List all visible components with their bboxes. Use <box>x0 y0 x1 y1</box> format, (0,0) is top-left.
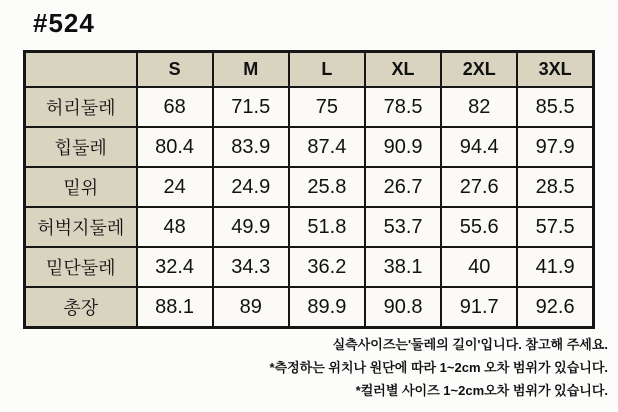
cell-total-3xl: 92.6 <box>517 287 593 328</box>
cell-waist-2xl: 82 <box>441 87 517 127</box>
cell-waist-s: 68 <box>137 87 213 127</box>
cell-total-l: 89.9 <box>289 287 365 328</box>
size-notes <box>269 333 608 402</box>
row-label-rise: 밑위 <box>25 167 137 207</box>
size-header-2xl: 2XL <box>441 52 517 88</box>
cell-thigh-3xl: 57.5 <box>517 207 593 247</box>
cell-hem-3xl: 41.9 <box>517 247 593 287</box>
cell-hem-2xl: 40 <box>441 247 517 287</box>
cell-total-s: 88.1 <box>137 287 213 328</box>
cell-hem-xl: 38.1 <box>365 247 441 287</box>
cell-thigh-m: 49.9 <box>213 207 289 247</box>
cell-hip-m: 83.9 <box>213 127 289 167</box>
cell-hem-l: 36.2 <box>289 247 365 287</box>
table-row-hem <box>25 247 594 287</box>
size-header-3xl: 3XL <box>517 52 593 88</box>
cell-waist-l: 75 <box>289 87 365 127</box>
page-title: #524 <box>33 8 95 38</box>
size-header-m: M <box>213 52 289 88</box>
note-measure-info: 실측사이즈는'둘레의 길이'입니다. 참고해 주세요. <box>332 337 608 352</box>
size-header-row <box>25 52 594 88</box>
table-row-thigh <box>25 207 594 247</box>
cell-total-xl: 90.8 <box>365 287 441 328</box>
row-label-thigh: 허벅지둘레 <box>25 207 137 247</box>
row-label-waist: 허리둘레 <box>25 87 137 127</box>
size-header-s: S <box>137 52 213 88</box>
cell-waist-3xl: 85.5 <box>517 87 593 127</box>
cell-rise-3xl: 28.5 <box>517 167 593 207</box>
table-row-waist <box>25 87 594 127</box>
cell-waist-m: 71.5 <box>213 87 289 127</box>
cell-rise-2xl: 27.6 <box>441 167 517 207</box>
cell-hip-2xl: 94.4 <box>441 127 517 167</box>
table-row-rise <box>25 167 594 207</box>
cell-thigh-xl: 53.7 <box>365 207 441 247</box>
note-color-tolerance: *컬러별 사이즈 1~2cm오차 범위가 있습니다. <box>355 383 608 398</box>
note-tolerance: *측정하는 위치나 원단에 따라 1~2cm 오차 범위가 있습니다. <box>269 360 608 375</box>
size-header-l: L <box>289 52 365 88</box>
size-header-xl: XL <box>365 52 441 88</box>
cell-hip-s: 80.4 <box>137 127 213 167</box>
cell-waist-xl: 78.5 <box>365 87 441 127</box>
row-label-total-length: 총장 <box>25 287 137 328</box>
table-row-hip <box>25 127 594 167</box>
cell-hem-s: 32.4 <box>137 247 213 287</box>
cell-total-m: 89 <box>213 287 289 328</box>
cell-thigh-l: 51.8 <box>289 207 365 247</box>
size-chart-table <box>23 50 595 329</box>
cell-rise-xl: 26.7 <box>365 167 441 207</box>
cell-hip-xl: 90.9 <box>365 127 441 167</box>
row-label-hem: 밑단둘레 <box>25 247 137 287</box>
cell-thigh-s: 48 <box>137 207 213 247</box>
cell-rise-l: 25.8 <box>289 167 365 207</box>
cell-hip-l: 87.4 <box>289 127 365 167</box>
cell-thigh-2xl: 55.6 <box>441 207 517 247</box>
cell-rise-m: 24.9 <box>213 167 289 207</box>
row-label-hip: 힙둘레 <box>25 127 137 167</box>
cell-rise-s: 24 <box>137 167 213 207</box>
cell-hem-m: 34.3 <box>213 247 289 287</box>
cell-total-2xl: 91.7 <box>441 287 517 328</box>
corner-cell <box>25 52 137 88</box>
table-row-total-length <box>25 287 594 328</box>
cell-hip-3xl: 97.9 <box>517 127 593 167</box>
